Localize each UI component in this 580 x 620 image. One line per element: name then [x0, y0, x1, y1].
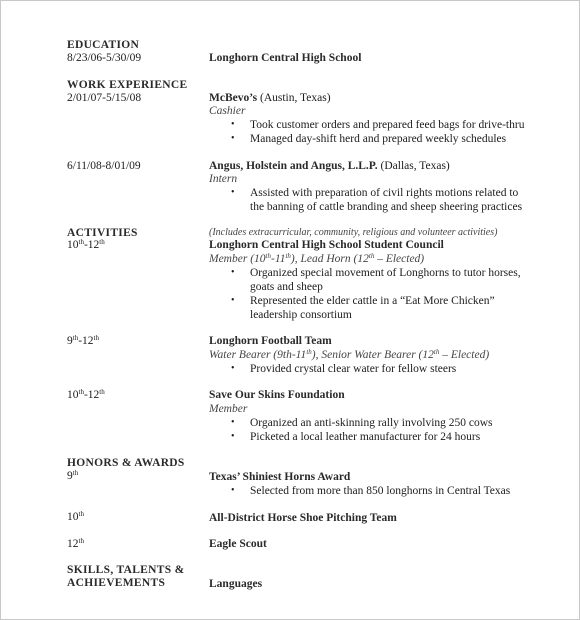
bullet-glyph: •: [231, 295, 235, 306]
activity-3-bullet-2: Picketed a local leather manufacturer for 24 hours: [250, 431, 481, 443]
honor-1-bullet: Selected from more than 850 longhorns in Central Texas: [250, 485, 511, 497]
bullet-glyph: •: [231, 363, 235, 374]
activity-1-org: Longhorn Central High School Student Council: [209, 239, 444, 251]
activity-1-role: Member (10th-11th), Lead Horn (12th – Elected): [209, 252, 425, 265]
activity-3-bullet-1: Organized an anti-skinning rally involving 250 cows: [250, 417, 493, 429]
work-heading: WORK EXPERIENCE: [67, 79, 188, 91]
job-2-bullet-2: the banning of cattle branding and sheep sheering practices: [250, 201, 523, 213]
job-1-title: Cashier: [209, 105, 246, 117]
bullet-glyph: •: [231, 431, 235, 442]
activity-2-bullet-1: Provided crystal clear water for fellow steers: [250, 363, 457, 375]
activity-2-org: Longhorn Football Team: [209, 335, 332, 347]
honor-3-award: Eagle Scout: [209, 538, 267, 550]
job-2-bullet-1: Assisted with preparation of civil rights motions related to: [250, 187, 519, 199]
job-1-bullet-1: Took customer orders and prepared feed bags for drive-thru: [250, 119, 525, 131]
activity-1-bullet-2-cont: leadership consortium: [250, 309, 352, 321]
job-2-employer-line: [209, 159, 450, 173]
activity-2-grades: 9th-12th: [67, 334, 99, 347]
activity-1-bullet-1: Organized special movement of Longhorns to tutor horses,: [250, 267, 521, 279]
job-1-dates: 2/01/07-5/15/08: [67, 92, 142, 104]
bullet-glyph: •: [231, 485, 235, 496]
activity-1-bullet-2: Represented the elder cattle in a “Eat More Chicken”: [250, 295, 495, 307]
bullet-glyph: •: [231, 187, 235, 198]
honor-3-grade: 12th: [67, 537, 84, 550]
activities-note: (Includes extracurricular, community, religious and volunteer activities): [209, 227, 498, 238]
honor-2-award: All-District Horse Shoe Pitching Team: [209, 512, 397, 524]
activities-heading: ACTIVITIES: [67, 227, 138, 239]
job-2-employer: Angus, Holstein and Angus, L.L.P.: [209, 160, 378, 172]
honors-heading: HONORS & AWARDS: [67, 457, 185, 469]
activity-3-org: Save Our Skins Foundation: [209, 389, 345, 401]
bullet-glyph: •: [231, 267, 235, 278]
skills-languages: Languages: [209, 578, 263, 590]
job-1-employer-line: [209, 91, 331, 105]
bullet-glyph: •: [231, 133, 235, 144]
honor-1-award: Texas’ Shiniest Horns Award: [209, 471, 351, 483]
skills-heading-line-1: SKILLS, TALENTS &: [67, 564, 185, 576]
job-2-dates: 6/11/08-8/01/09: [67, 160, 141, 172]
job-1-employer: McBevo’s: [209, 92, 258, 104]
education-dates: 8/23/06-5/30/09: [67, 52, 142, 64]
activity-1-grades: 10th-12th: [67, 238, 105, 251]
honor-2-grade: 10th: [67, 510, 84, 523]
bullet-glyph: •: [231, 417, 235, 428]
education-school: Longhorn Central High School: [209, 52, 362, 64]
job-2-title: Intern: [209, 173, 238, 185]
bullet-glyph: •: [231, 119, 235, 130]
activity-2-role: Water Bearer (9th-11th), Senior Water Bearer (12th – Elected): [209, 348, 490, 361]
honor-1-grade: 9th: [67, 469, 79, 482]
education-heading: EDUCATION: [67, 39, 140, 51]
activity-3-role: Member: [209, 403, 248, 415]
job-1-location: (Austin, Texas): [257, 92, 331, 104]
activity-3-grades: 10th-12th: [67, 388, 105, 401]
activity-1-bullet-1-cont: goats and sheep: [250, 281, 323, 293]
job-1-bullet-2: Managed day-shift herd and prepared weekly schedules: [250, 133, 507, 145]
skills-heading-line-2: ACHIEVEMENTS: [67, 577, 166, 589]
job-2-location: (Dallas, Texas): [377, 160, 450, 172]
